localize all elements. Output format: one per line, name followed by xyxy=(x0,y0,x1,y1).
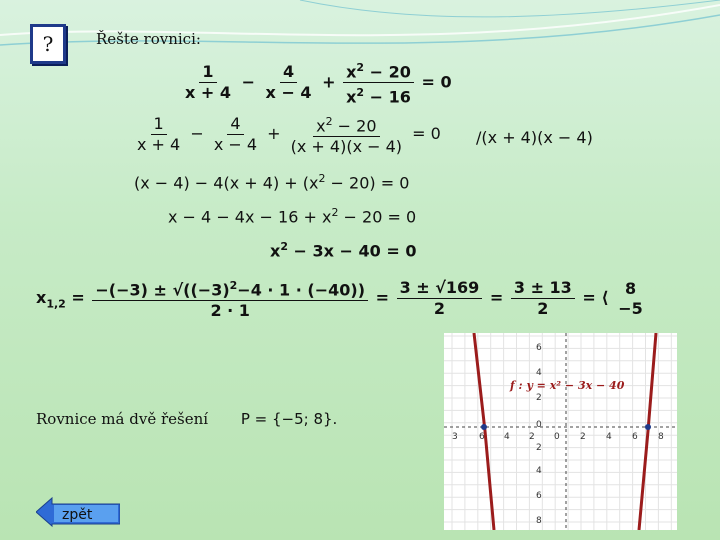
root-point xyxy=(645,424,651,430)
y-tick-label: 4 xyxy=(536,368,542,378)
equation-line-5: $x^2 - 3x - 40 = 0$ xyxy=(270,240,417,261)
y-tick-label: 0 xyxy=(536,420,542,430)
function-label: f : y = x² − 3x − 40 xyxy=(510,379,625,392)
solution-set: P = {−5; 8}. xyxy=(240,410,338,428)
curve-right-branch xyxy=(639,333,656,530)
equation-line-2: $\frac{1}{x + 4}$ − $\frac{4}{x - 4}$ + $\frac{x^2 - 20}{(x + 4)(x - 4)}$ = 0 xyxy=(132,112,441,157)
page-title: Řešte rovnici: xyxy=(96,30,201,48)
equation-line-4: $x - 4 - 4x - 16 + x^2 - 20 = 0$ xyxy=(168,206,417,227)
equation-line-1: $\frac{1}{x + 4}$ − $\frac{4}{x - 4}$ + $\frac{x^2 - 20}{x^2 - 16}$ = 0 xyxy=(180,58,452,108)
x-tick-label: 4 xyxy=(606,432,612,442)
multiplier-note: /(x + 4)(x − 4) xyxy=(476,128,593,147)
x-tick-label: 0 xyxy=(554,432,560,442)
quadratic-formula: $x_{1,2}$ = $\frac{-(-3) \pm √((-3)^2-4 \cdot 1 \cdot (-40))}{2 \cdot 1}$ = $\frac{3 \pm √169}{2}$ = $\frac{3 \pm 13}{2}$ = ⟨ 8 −5 xyxy=(36,276,645,321)
help-icon[interactable]: ? xyxy=(30,24,66,64)
y-tick-label: 6 xyxy=(536,343,542,353)
x-tick-label: 2 xyxy=(580,432,586,442)
y-tick-label: 6 xyxy=(536,491,542,501)
x-tick-label: 2 xyxy=(529,432,535,442)
y-tick-label: 8 xyxy=(536,516,542,526)
equation-line-3: $(x - 4) - 4(x + 4) + (x^2 - 20) = 0$ xyxy=(134,172,410,193)
x-tick-label: 6 xyxy=(479,432,485,442)
y-tick-label: 4 xyxy=(536,466,542,476)
function-graph xyxy=(444,333,677,530)
y-tick-label: 2 xyxy=(536,443,542,453)
x-tick-label: 8 xyxy=(658,432,664,442)
root-point xyxy=(481,424,487,430)
y-tick-label: 2 xyxy=(536,393,542,403)
x-tick-label: 6 xyxy=(632,432,638,442)
back-button-label: zpět xyxy=(62,507,93,523)
result-line: Rovnice má dvě řešení P = {−5; 8}. xyxy=(36,410,338,428)
x-tick-label: 4 xyxy=(504,432,510,442)
x-tick-label: 3 xyxy=(452,432,458,442)
